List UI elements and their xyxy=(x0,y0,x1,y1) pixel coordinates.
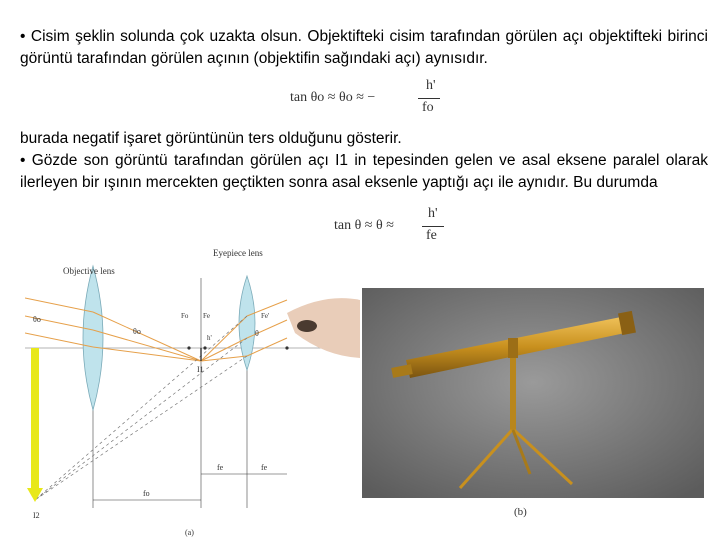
tripod-column xyxy=(510,358,516,430)
formula-objective-denominator: fo xyxy=(422,100,434,115)
figure-a-caption: (a) xyxy=(185,528,194,537)
ray-objective-to-image-2 xyxy=(93,330,201,361)
i2-label: I2 xyxy=(33,511,40,520)
fe-prime-point-label: Fe' xyxy=(261,312,270,320)
formula-objective-lhs: tan θo ≈ θo ≈ − xyxy=(290,90,376,105)
ray-image-to-eyepiece-3 xyxy=(201,356,247,361)
theta-label: θ xyxy=(255,329,259,338)
telescope-ray-diagram xyxy=(25,238,360,538)
theta-o-left-label: θo xyxy=(33,315,41,324)
eyepiece-lens-label: Eyepiece lens xyxy=(213,248,263,258)
formula-objective-fraction-line xyxy=(418,98,440,99)
theta-o-center-label: θo xyxy=(133,327,141,336)
objective-lens-label: Objective lens xyxy=(63,266,115,276)
virtual-ray-3 xyxy=(35,356,247,500)
fo-dimension-label: fo xyxy=(143,489,150,498)
fe-dimension-label-2: fe xyxy=(261,463,268,472)
formula-objective-numerator: h' xyxy=(426,78,436,93)
final-image-arrow-shaft xyxy=(31,348,39,490)
i1-label: I1 xyxy=(197,365,204,374)
formula-eyepiece-lhs: tan θ ≈ θ ≈ xyxy=(334,218,394,233)
formula-eyepiece-denominator: fe xyxy=(426,228,437,243)
virtual-ray-2 xyxy=(35,338,247,500)
observer-eye-pupil xyxy=(297,320,317,332)
h-prime-label: h' xyxy=(207,334,212,342)
photo-background xyxy=(362,288,704,498)
paragraph-objective-angle: • Cisim şeklin solunda çok uzakta olsun. Objektifteki cisim tarafından görülen açı objektifteki birinci görüntü tarafından görülen açının (objektifin sağındaki açı) aynısıdır. xyxy=(20,28,708,67)
telescope-photo xyxy=(362,288,704,498)
fe-dimension-label: fe xyxy=(217,463,224,472)
final-image-arrow-head xyxy=(27,488,43,502)
fe-point-label: Fe xyxy=(203,312,210,320)
figure-b-caption-text: (b) xyxy=(514,506,527,518)
formula-eyepiece-numerator: h' xyxy=(428,206,438,221)
fo-point-label: Fo xyxy=(181,312,189,320)
focal-point-fe-prime xyxy=(285,346,288,349)
paragraph-sign-note: burada negatif işaret görüntünün ters olduğunu gösterir. xyxy=(20,130,402,147)
focal-point-fe xyxy=(203,346,206,349)
formula-eyepiece-fraction-line xyxy=(422,226,444,227)
incoming-ray-1 xyxy=(25,298,93,312)
paragraph-eyepiece-text: • Gözde son görüntü tarafından görülen açı I1 in tepesinden gelen ve asal eksene paralel olarak ilerleyen bir ışının mercekten geçtikten sonra asal eksenle yaptığı açı ile aynıdır. Bu durumda xyxy=(20,152,708,191)
formula-objective xyxy=(290,78,450,122)
focal-point-fo xyxy=(187,346,190,349)
objective-lens xyxy=(83,266,103,410)
telescope-mount xyxy=(508,338,518,358)
